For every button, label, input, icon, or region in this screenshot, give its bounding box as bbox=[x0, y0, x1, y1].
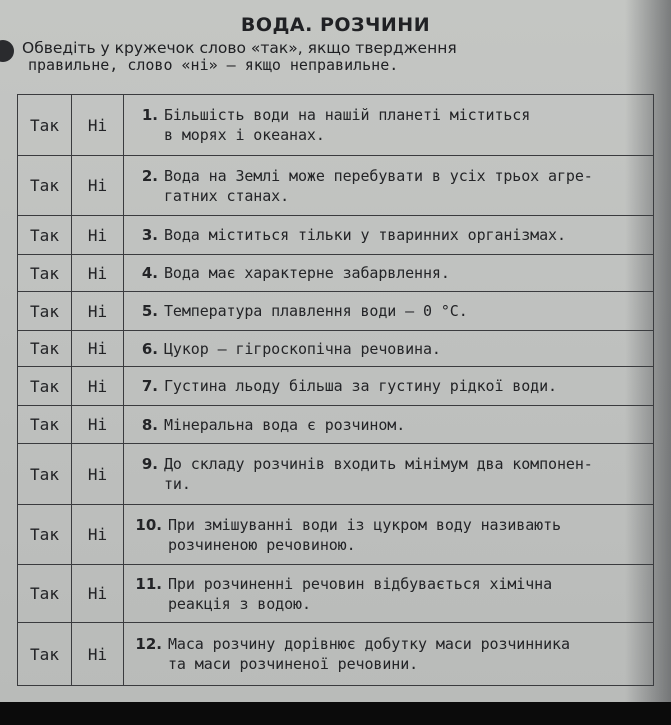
answer-yes-option[interactable]: Так bbox=[18, 565, 72, 623]
statement-cell bbox=[124, 216, 654, 255]
statement-cell bbox=[124, 505, 654, 565]
table-row bbox=[18, 444, 654, 505]
answer-yes-option[interactable]: Так bbox=[18, 623, 72, 686]
task-marker-icon bbox=[0, 40, 14, 62]
statement-number: 5. bbox=[141, 302, 158, 320]
answer-no-option[interactable]: Ні bbox=[72, 565, 124, 623]
answer-yes-option[interactable]: Так bbox=[18, 406, 72, 444]
task-instruction bbox=[22, 40, 542, 74]
answer-no-option[interactable]: Ні bbox=[72, 444, 124, 505]
answer-yes-option[interactable]: Так bbox=[18, 255, 72, 292]
answer-yes-option[interactable]: Так bbox=[18, 331, 72, 367]
statement-text: При розчиненні речовин відбувається хімічна реакція з водою. bbox=[168, 574, 553, 613]
table-row bbox=[18, 255, 654, 292]
table-row bbox=[18, 331, 654, 367]
statement-cell bbox=[124, 292, 654, 331]
answer-no-option[interactable]: Ні bbox=[72, 505, 124, 565]
statement-text: До складу розчинів входить мінімум два компонен- ти. bbox=[164, 455, 593, 493]
answer-yes-option[interactable]: Так bbox=[18, 95, 72, 156]
statement-number: 8. bbox=[141, 415, 158, 434]
answer-no-option[interactable]: Ні bbox=[72, 367, 124, 406]
statement-number: 9. bbox=[141, 455, 158, 473]
answer-no-option[interactable]: Ні bbox=[72, 95, 124, 156]
statement-number: 7. bbox=[141, 377, 158, 395]
table-row bbox=[18, 623, 654, 686]
table-row bbox=[18, 216, 654, 255]
statement-cell bbox=[124, 565, 654, 623]
statement-number: 1. bbox=[141, 106, 158, 124]
answer-no-option[interactable]: Ні bbox=[72, 623, 124, 686]
statement-number: 11. bbox=[135, 574, 162, 593]
statement-text: Цукор — гігроскопічна речовина. bbox=[164, 339, 441, 358]
answer-no-option[interactable]: Ні bbox=[72, 156, 124, 216]
statement-cell bbox=[124, 95, 654, 156]
statement-number: 6. bbox=[141, 339, 158, 358]
answer-yes-option[interactable]: Так bbox=[18, 444, 72, 505]
statement-number: 3. bbox=[141, 226, 158, 244]
statement-cell bbox=[124, 444, 654, 505]
statement-cell bbox=[124, 623, 654, 686]
statement-text: Вода на Землі може перебувати в усіх трьох агре- гатних станах. bbox=[164, 166, 593, 205]
statement-text: Мінеральна вода є розчином. bbox=[164, 415, 406, 434]
table-row bbox=[18, 95, 654, 156]
statement-cell bbox=[124, 406, 654, 444]
answer-no-option[interactable]: Ні bbox=[72, 292, 124, 331]
answer-no-option[interactable]: Ні bbox=[72, 406, 124, 444]
table-row bbox=[18, 156, 654, 216]
answer-no-option[interactable]: Ні bbox=[72, 255, 124, 292]
statement-cell bbox=[124, 255, 654, 292]
statement-number: 10. bbox=[135, 515, 162, 534]
statement-text: При змішуванні води із цукром воду називають розчиненою речовиною. bbox=[168, 515, 561, 554]
statement-cell bbox=[124, 367, 654, 406]
statement-text: Температура плавлення води — 0 °С. bbox=[164, 302, 468, 320]
statement-text: Більшість води на нашій планеті міститься в морях і океанах. bbox=[164, 106, 531, 144]
answer-yes-option[interactable]: Так bbox=[18, 505, 72, 565]
table-row bbox=[18, 292, 654, 331]
photo-bottom-edge bbox=[0, 702, 671, 725]
answer-no-option[interactable]: Ні bbox=[72, 331, 124, 367]
statement-number: 2. bbox=[141, 166, 158, 185]
statement-number: 12. bbox=[135, 635, 162, 653]
answer-yes-option[interactable]: Так bbox=[18, 367, 72, 406]
table-row bbox=[18, 505, 654, 565]
page-title: ВОДА. РОЗЧИНИ bbox=[240, 14, 431, 36]
answer-no-option[interactable]: Ні bbox=[72, 216, 124, 255]
instruction-line-1: Обведіть у кружечок слово «так», якщо твердження bbox=[22, 39, 457, 57]
table-row bbox=[18, 367, 654, 406]
statement-cell bbox=[124, 156, 654, 216]
true-false-table bbox=[17, 94, 654, 686]
statement-text: Вода міститься тільки у тваринних організмах. bbox=[164, 226, 566, 244]
statement-text: Густина льоду більша за густину рідкої води. bbox=[164, 377, 557, 395]
answer-yes-option[interactable]: Так bbox=[18, 156, 72, 216]
answer-yes-option[interactable]: Так bbox=[18, 216, 72, 255]
statement-number: 4. bbox=[141, 264, 158, 282]
answer-yes-option[interactable]: Так bbox=[18, 292, 72, 331]
statement-cell bbox=[124, 331, 654, 367]
statement-text: Маса розчину дорівнює добутку маси розчинника та маси розчиненої речовини. bbox=[168, 635, 570, 673]
table-row bbox=[18, 406, 654, 444]
statement-text: Вода має характерне забарвлення. bbox=[164, 264, 450, 282]
table-row bbox=[18, 565, 654, 623]
instruction-line-2: правильне, слово «ні» — якщо неправильне. bbox=[28, 56, 399, 74]
